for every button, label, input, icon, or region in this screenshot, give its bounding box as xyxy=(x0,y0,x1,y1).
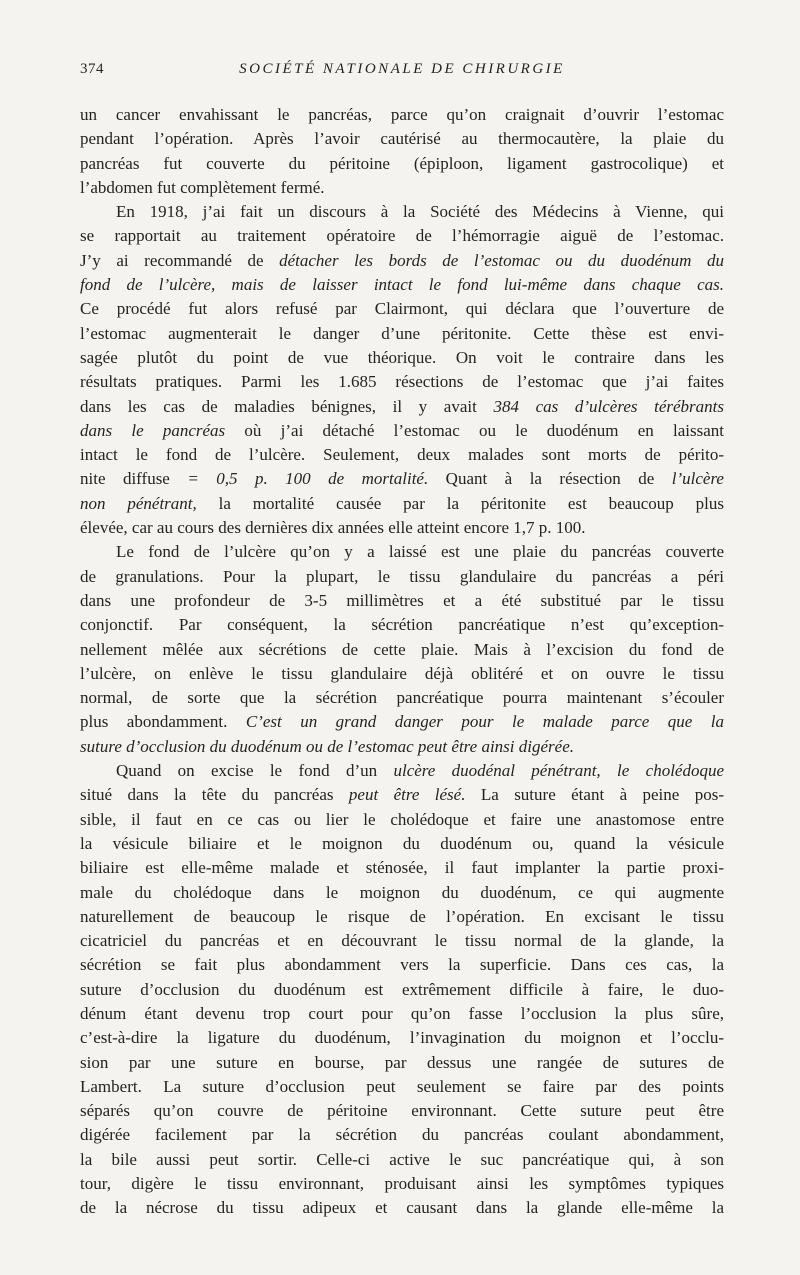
text-run: de la nécrose du tissu adipeux et causant dans la glande elle-même la xyxy=(80,1198,724,1218)
text-run: élevée, car au cours des dernières dix années elle atteint encore 1,7 p. 100. xyxy=(80,518,586,538)
text-run: naturellement de beaucoup le risque de l’opération. En excisant le tissu xyxy=(80,906,724,926)
text-run: Le fond de l’ulcère qu’on y a laissé est une plaie du pancréas couverte xyxy=(116,542,724,562)
text-run: la bile aussi peut sortir. Celle-ci active le suc pancréatique qui, à son xyxy=(80,1149,724,1169)
paragraph xyxy=(80,759,724,1221)
text-line xyxy=(80,710,724,734)
italic-text: dans le pancréas xyxy=(80,420,226,440)
text-line xyxy=(80,1026,724,1050)
italic-text: = 0,5 p. 100 de mortalité. xyxy=(187,469,429,489)
text-line xyxy=(80,395,724,419)
text-line xyxy=(80,127,724,151)
text-line xyxy=(80,443,724,467)
text-line xyxy=(80,297,724,321)
text-line xyxy=(80,224,724,248)
text-line xyxy=(80,1075,724,1099)
text-run: Quand on excise le fond d’un xyxy=(116,761,394,781)
text-line xyxy=(80,1099,724,1123)
text-run: conjonctif. Par conséquent, la sécrétion pancréatique n’est qu’exception- xyxy=(80,615,724,635)
text-line xyxy=(80,1148,724,1172)
text-line xyxy=(80,686,724,710)
text-run: nite diffuse xyxy=(80,469,188,489)
text-line xyxy=(80,1051,724,1075)
text-run: dénum étant devenu trop court pour qu’on fasse l’occlusion la plus sûre, xyxy=(80,1003,724,1023)
text-run: l’estomac augmenterait le danger d’une péritonite. Cette thèse est envi- xyxy=(80,323,724,343)
text-line xyxy=(80,929,724,953)
text-line xyxy=(80,978,724,1002)
italic-text: peut être lésé. xyxy=(348,785,466,805)
text-run: se rapportait au traitement opératoire de l’hémorragie aiguë de l’estomac. xyxy=(80,226,724,246)
text-line xyxy=(80,516,724,540)
text-line xyxy=(80,540,724,564)
paragraph xyxy=(80,540,724,759)
text-run: normal, de sorte que la sécrétion pancréatique pourra maintenant s’écouler xyxy=(80,688,724,708)
text-run xyxy=(601,761,617,780)
text-run: sécrétion se fait plus abondamment vers la superficie. Dans ces cas, la xyxy=(80,955,724,975)
text-line xyxy=(80,1123,724,1147)
text-run: Lambert. La suture d’occlusion peut seulement se faire par des points xyxy=(80,1076,724,1096)
text-line xyxy=(80,953,724,977)
text-line xyxy=(80,735,724,759)
text-run: plus abondamment. xyxy=(80,712,246,732)
text-run: pendant l’opération. Après l’avoir cautérisé au thermocautère, la plaie du xyxy=(80,129,724,149)
text-run: la mortalité causée par la péritonite est beaucoup plus xyxy=(196,493,724,513)
text-run: dans une profondeur de 3-5 millimètres et a été substitué par le tissu xyxy=(80,590,724,610)
text-line xyxy=(80,808,724,832)
text-line xyxy=(80,152,724,176)
text-line xyxy=(80,346,724,370)
text-run: l’abdomen fut complètement fermé. xyxy=(80,177,325,197)
text-line xyxy=(80,1172,724,1196)
text-line xyxy=(80,103,724,127)
page-number: 374 xyxy=(80,61,104,77)
text-run: cicatriciel du pancréas et en découvrant le tissu normal de la glande, la xyxy=(80,931,724,951)
text-run: séparés qu’on couvre de péritoine environnant. Cette suture peut être xyxy=(80,1101,724,1121)
text-run: biliaire est elle-même malade et sténosée, il faut implanter la partie proxi- xyxy=(80,858,724,878)
italic-text: l’ulcère xyxy=(671,469,724,489)
text-run: où j’ai détaché l’estomac ou le duodénum en laissant xyxy=(225,420,724,440)
text-line xyxy=(80,1002,724,1026)
text-run: situé dans la tête du pancréas xyxy=(80,785,349,805)
text-line xyxy=(80,492,724,516)
text-line xyxy=(80,783,724,807)
text-line xyxy=(80,856,724,880)
text-run: digérée facilement par la sécrétion du pancréas coulant abondamment, xyxy=(80,1125,724,1145)
text-run: tour, digère le tissu environnant, produisant ainsi les symptômes typiques xyxy=(80,1174,724,1194)
italic-text: détacher les bords de l’estomac ou du duodénum du xyxy=(279,250,724,270)
paragraph xyxy=(80,200,724,540)
italic-text: 384 cas d’ulcères térébrants xyxy=(493,396,724,416)
text-line xyxy=(80,613,724,637)
text-line xyxy=(80,370,724,394)
text-line xyxy=(80,589,724,613)
text-run: sagée plutôt du point de vue théorique. On voit le contraire dans les xyxy=(80,347,724,367)
text-line xyxy=(80,905,724,929)
text-run: Ce procédé fut alors refusé par Clairmont, qui déclara que l’ouverture de xyxy=(80,299,724,319)
text-run: En 1918, j’ai fait un discours à la Société des Médecins à Vienne, qui xyxy=(116,202,724,222)
text-run: sion par une suture en bourse, par dessus une rangée de sutures de xyxy=(80,1052,724,1072)
italic-text: ulcère duodénal pénétrant, xyxy=(393,761,601,781)
italic-text: le cholédoque xyxy=(617,761,725,781)
text-line xyxy=(80,662,724,686)
text-line xyxy=(80,881,724,905)
italic-text: non pénétrant, xyxy=(80,493,197,513)
text-line xyxy=(80,176,724,200)
italic-text: suture d’occlusion du duodénum ou de l’estomac peut être ainsi digérée. xyxy=(80,736,574,756)
text-run: sible, il faut en ce cas ou lier le cholédoque et faire une anastomose entre xyxy=(80,809,724,829)
text-run: résultats pratiques. Parmi les 1.685 résections de l’estomac que j’ai faites xyxy=(80,372,724,392)
text-line xyxy=(80,200,724,224)
text-run: suture d’occlusion du duodénum est extrêmement difficile à faire, le duo- xyxy=(80,979,724,999)
text-line xyxy=(80,832,724,856)
text-run: l’ulcère, on enlève le tissu glandulaire déjà oblitéré et on ouvre le tissu xyxy=(80,663,724,683)
text-line xyxy=(80,273,724,297)
paragraph xyxy=(80,103,724,200)
text-run: La suture étant à peine pos- xyxy=(465,785,724,805)
body-text xyxy=(80,103,724,1221)
text-run: pancréas fut couverte du péritoine (épiploon, ligament gastrocolique) et xyxy=(80,153,724,173)
text-run: la vésicule biliaire et le moignon du duodénum ou, quand la vésicule xyxy=(80,833,724,853)
text-line xyxy=(80,322,724,346)
text-line xyxy=(80,1196,724,1220)
text-run: nellement mêlée aux sécrétions de cette plaie. Mais à l’excision du fond de xyxy=(80,639,724,659)
text-run: Quant à la résection de xyxy=(428,469,672,489)
text-line xyxy=(80,565,724,589)
running-header xyxy=(80,61,724,87)
text-line xyxy=(80,419,724,443)
text-line xyxy=(80,759,724,783)
italic-text: fond de l’ulcère, mais de laisser intact le fond lui-même dans chaque cas. xyxy=(80,275,724,295)
text-run: male du cholédoque dans le moignon du duodénum, ce qui augmente xyxy=(80,882,724,902)
text-line xyxy=(80,467,724,491)
running-title: SOCIÉTÉ NATIONALE DE CHIRURGIE xyxy=(239,61,565,77)
text-run: dans les cas de maladies bénignes, il y avait xyxy=(80,396,494,416)
text-run: un cancer envahissant le pancréas, parce qu’on craignait d’ouvrir l’estomac xyxy=(80,105,724,124)
text-line xyxy=(80,249,724,273)
text-run: J’y ai recommandé de xyxy=(80,250,280,270)
italic-text: C’est un grand danger pour le malade parce que la xyxy=(245,712,724,732)
text-run: intact le fond de l’ulcère. Seulement, deux malades sont morts de périto- xyxy=(80,445,724,465)
text-run: de granulations. Pour la plupart, le tissu glandulaire du pancréas a péri xyxy=(80,566,724,586)
text-line xyxy=(80,638,724,662)
text-run: c’est-à-dire la ligature du duodénum, l’invagination du moignon et l’occlu- xyxy=(80,1028,724,1048)
